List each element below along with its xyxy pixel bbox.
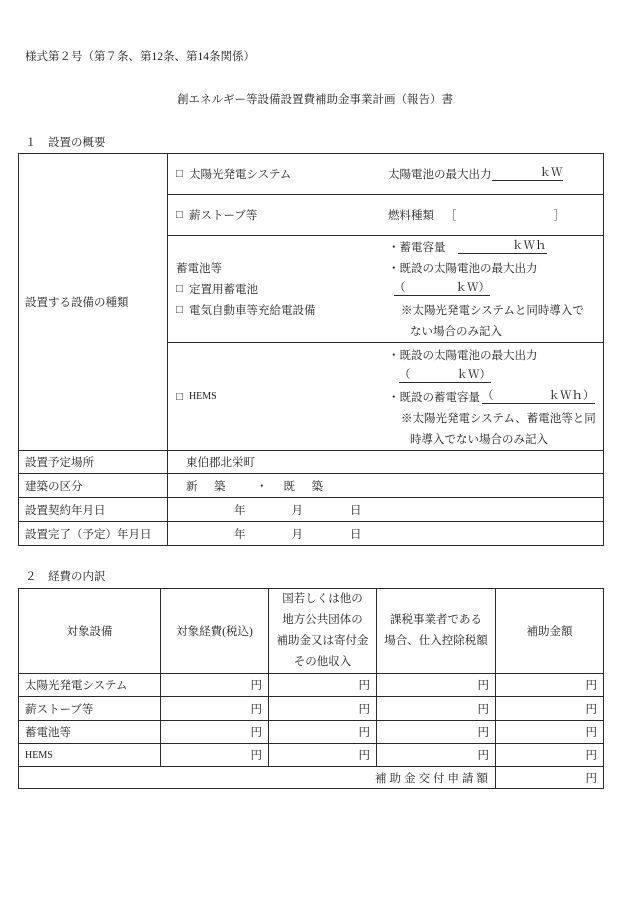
- battery-note-line2: ない場合のみ記入: [410, 326, 502, 338]
- solar-detail: [388, 166, 603, 182]
- completion-date-month: 月: [291, 528, 303, 541]
- expenses-header-row: [19, 589, 604, 674]
- wood-stove-option: [168, 207, 388, 223]
- expense-row: [19, 721, 604, 744]
- building-separator: ・: [256, 480, 268, 493]
- contract-date-row: [19, 498, 604, 522]
- building-row: [19, 474, 604, 498]
- header-equipment: 対象設備: [19, 589, 161, 674]
- header-other-subsidy-line: 国若しくは他の: [282, 593, 363, 605]
- contract-date-value: [168, 502, 603, 518]
- solar-checkbox: □: [176, 168, 183, 180]
- hems-cell: [168, 343, 604, 451]
- contract-date-day: 日: [350, 504, 362, 517]
- input-tax-deduction-cell: 円: [377, 697, 496, 721]
- hems-existing-output-line: [388, 365, 603, 386]
- hems-detail: [388, 344, 603, 449]
- battery-existing-output-open: （: [394, 282, 406, 294]
- fuel-type-blank: [457, 215, 554, 216]
- building-options: [168, 478, 603, 494]
- eligible-cost-cell: 円: [161, 744, 269, 767]
- expense-row-label: HEMS: [19, 744, 161, 767]
- hems-note-line2: 時導入でない場合のみ記入: [410, 433, 548, 446]
- wood-stove-checkbox: □: [176, 209, 183, 221]
- ev-charger-option: [176, 300, 388, 321]
- input-tax-deduction-cell: 円: [377, 744, 496, 767]
- header-other-subsidy-line: その他収入: [293, 656, 352, 668]
- battery-existing-output-label: ・既設の太陽電池の最大出力: [388, 263, 538, 275]
- hems-existing-output-blank: [411, 375, 457, 376]
- eligible-cost-cell: 円: [161, 721, 269, 744]
- completion-date-row: [19, 522, 604, 546]
- ev-charger-label: 電気自動車等充給電設備: [188, 305, 316, 317]
- subsidy-amount-cell: 円: [496, 744, 604, 767]
- building-label: 建築の区分: [19, 474, 168, 498]
- expense-row-label: 太陽光発電システム: [19, 674, 161, 697]
- header-subsidy-amount: 補助金額: [496, 589, 604, 674]
- subsidy-amount-cell: 円: [496, 697, 604, 721]
- total-application-amount: 円: [496, 767, 604, 789]
- input-tax-deduction-cell: 円: [377, 674, 496, 697]
- ev-charger-checkbox: □: [176, 304, 183, 316]
- expense-row-label: 蓄電池等: [19, 721, 161, 744]
- building-new: 新 築: [186, 480, 228, 493]
- hems-content: [168, 344, 603, 449]
- hems-existing-output-unit: ｋＷ）: [456, 368, 491, 381]
- solar-max-output-unit: ｋＷ: [539, 167, 563, 179]
- expense-row: [19, 697, 604, 721]
- hems-label: HEMS: [188, 391, 217, 402]
- total-application-label: 補助金交付申請額: [19, 767, 496, 789]
- location-value: 東伯郡北栄町: [186, 457, 255, 469]
- battery-group-label: 蓄電池等: [176, 263, 222, 275]
- stationary-battery-option: [176, 279, 388, 300]
- wood-stove-label: 薪ストーブ等: [188, 210, 258, 222]
- expense-total-row: [19, 767, 604, 789]
- header-other-subsidy: [269, 589, 377, 674]
- eligible-cost-cell: 円: [161, 674, 269, 697]
- wood-stove-detail: [388, 207, 603, 223]
- header-input-tax-deduction-line: 課税事業者である: [390, 614, 482, 626]
- fuel-type-label: 燃料種類: [388, 210, 434, 222]
- hems-existing-capacity-blank: [494, 396, 549, 397]
- hems-existing-capacity-label: ・既設の蓄電容量: [388, 391, 480, 404]
- stationary-battery-label: 定置用蓄電池: [188, 284, 258, 296]
- other-subsidy-cell: 円: [269, 721, 377, 744]
- contract-date-year: 年: [234, 504, 246, 517]
- battery-capacity-unit: ｋＷｈ: [512, 240, 547, 252]
- battery-existing-output-blank: [406, 288, 456, 289]
- battery-existing-output-field: [394, 282, 490, 296]
- section-expenses-heading: ２ 経費の内訳: [25, 571, 106, 583]
- battery-options: [168, 258, 388, 321]
- overview-table: [18, 153, 604, 546]
- completion-date-day: 日: [350, 528, 362, 541]
- solar-row: [19, 154, 604, 195]
- completion-date-cell: [168, 522, 604, 546]
- other-subsidy-cell: 円: [269, 674, 377, 697]
- contract-date-month: 月: [291, 504, 303, 517]
- building-cell: [168, 474, 604, 498]
- battery-content: [168, 237, 603, 342]
- equipment-type-label: 設置する設備の種類: [19, 154, 168, 451]
- hems-option: [168, 391, 388, 403]
- solar-max-output-label: 太陽電池の最大出力: [388, 169, 492, 181]
- hems-note-line1: ※太陽光発電システム、蓄電池等と同: [401, 412, 596, 425]
- hems-existing-capacity-field: [482, 390, 595, 404]
- form-number: 様式第２号（第７条、第12条、第14条関係）: [25, 51, 255, 63]
- battery-existing-output-line: [388, 279, 603, 300]
- completion-date-value: [168, 526, 603, 542]
- contract-date-cell: [168, 498, 604, 522]
- battery-detail: [388, 237, 603, 342]
- battery-capacity-field: [458, 240, 547, 254]
- solar-max-output-field: [492, 167, 563, 181]
- header-other-subsidy-line: 補助金又は寄付金: [276, 635, 369, 647]
- header-other-subsidy-line: 地方公共団体の: [282, 614, 363, 626]
- hems-existing-output-label: ・既設の太陽電池の最大出力: [388, 349, 538, 362]
- wood-stove-cell: [168, 195, 604, 236]
- solar-content: [168, 166, 603, 182]
- expenses-table: [18, 588, 604, 789]
- hems-existing-output-field: [399, 369, 491, 383]
- header-input-tax-deduction-line: 場合、仕入控除税額: [384, 635, 488, 647]
- wood-stove-content: [168, 207, 603, 223]
- hems-existing-output-open: （: [399, 368, 411, 381]
- completion-date-label: 設置完了（予定）年月日: [19, 522, 168, 546]
- battery-capacity-line: [388, 237, 603, 258]
- header-input-tax-deduction: [377, 589, 496, 674]
- stationary-battery-checkbox: □: [176, 283, 183, 295]
- other-subsidy-cell: 円: [269, 744, 377, 767]
- solar-label: 太陽光発電システム: [188, 169, 292, 181]
- hems-existing-capacity-line: [388, 386, 603, 407]
- battery-existing-output-unit: ｋＷ）: [455, 282, 490, 294]
- solar-option: [168, 166, 388, 182]
- header-eligible-cost: 対象経費(税込): [161, 589, 269, 674]
- solar-cell: [168, 154, 604, 195]
- fuel-type-bracket-open: ［: [445, 210, 457, 222]
- section-overview-heading: １ 設置の概要: [25, 137, 106, 149]
- contract-date-label: 設置契約年月日: [19, 498, 168, 522]
- location-row: [19, 451, 604, 474]
- expense-row: [19, 744, 604, 767]
- battery-note-line1: ※太陽光発電システムと同時導入で: [401, 305, 584, 317]
- battery-cell: [168, 236, 604, 343]
- eligible-cost-cell: 円: [161, 697, 269, 721]
- completion-date-year: 年: [234, 528, 246, 541]
- subsidy-amount-cell: 円: [496, 721, 604, 744]
- hems-existing-capacity-open: （: [482, 389, 494, 402]
- location-label: 設置予定場所: [19, 451, 168, 474]
- fuel-type-bracket-close: ］: [553, 210, 565, 222]
- subsidy-amount-cell: 円: [496, 674, 604, 697]
- expense-row: [19, 674, 604, 697]
- expense-row-label: 薪ストーブ等: [19, 697, 161, 721]
- input-tax-deduction-cell: 円: [377, 721, 496, 744]
- hems-checkbox: □: [176, 390, 183, 403]
- hems-existing-capacity-unit: ｋＷｈ）: [548, 389, 595, 402]
- document-title: 創エネルギー等設備設置費補助金事業計画（報告）書: [177, 94, 453, 106]
- other-subsidy-cell: 円: [269, 697, 377, 721]
- building-existing: 既 築: [283, 480, 326, 493]
- location-cell: [168, 451, 604, 474]
- battery-capacity-label: ・蓄電容量: [388, 242, 446, 254]
